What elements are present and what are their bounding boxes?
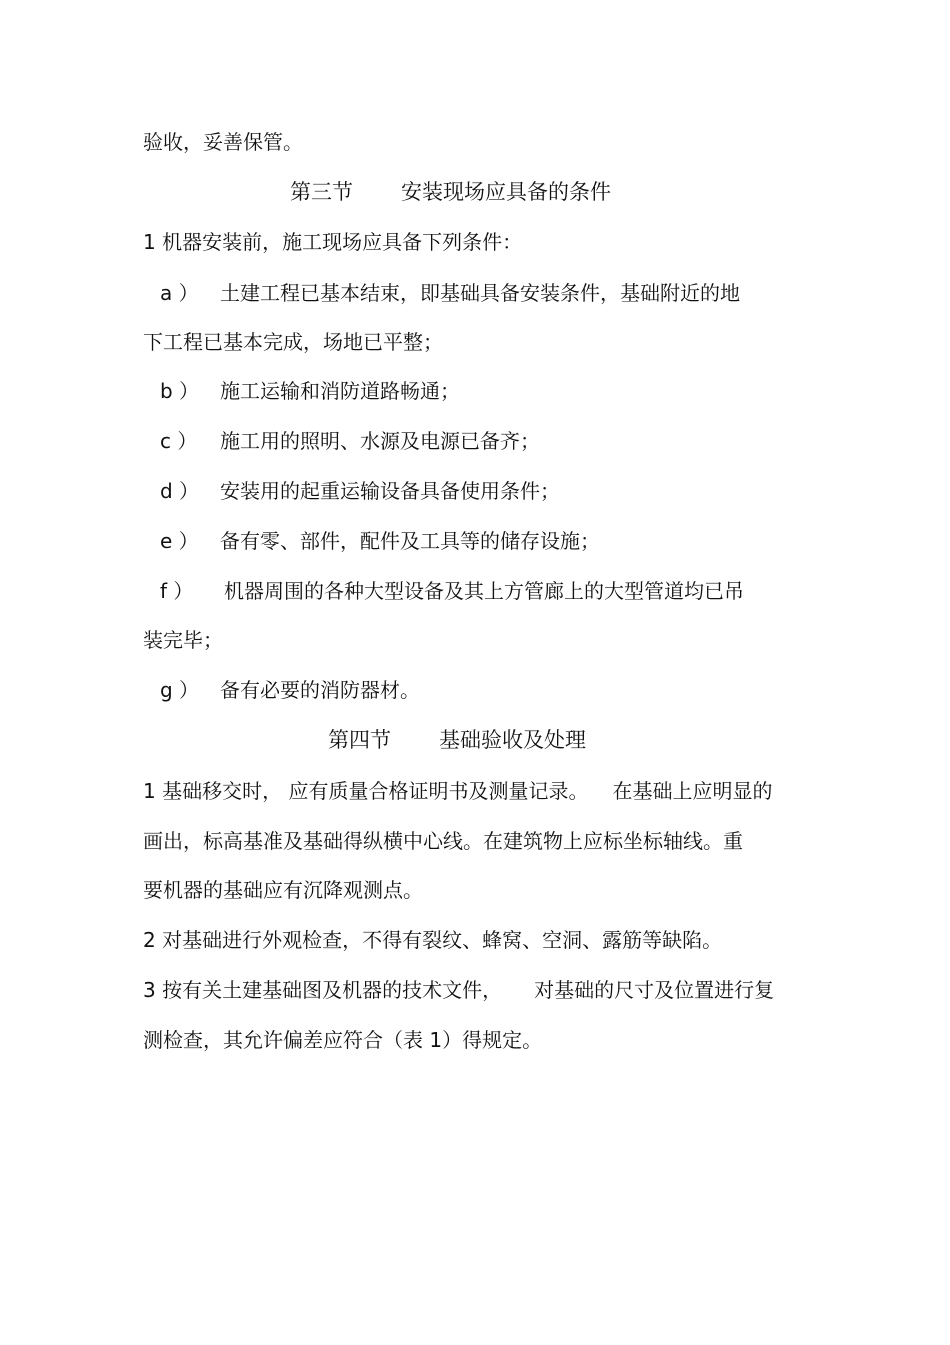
section3-item-e bbox=[160, 527, 600, 555]
section4-heading bbox=[328, 726, 586, 754]
item-label-b: b ） bbox=[160, 379, 200, 403]
section3-item-f-cont: 装完毕； bbox=[143, 628, 223, 652]
item-text-f: 机器周围的各种大型设备及其上方管廊上的大型管道均已吊 bbox=[224, 579, 744, 603]
item-text-e: 备有零、部件，配件及工具等的储存设施； bbox=[220, 529, 600, 553]
section4-p1-b: 在基础上应明显的 bbox=[612, 779, 773, 803]
section4-p3-line1 bbox=[143, 976, 774, 1004]
section3-heading bbox=[290, 178, 611, 206]
item-label-f: f ） bbox=[160, 579, 194, 603]
section3-item-f bbox=[160, 577, 744, 605]
section4-p1-a: 1 基础移交时， 应有质量合格证明书及测量记录。 bbox=[143, 779, 589, 803]
item-text-b: 施工运输和消防道路畅通； bbox=[220, 379, 460, 403]
section4-p3-a: 3 按有关土建基础图及机器的技术文件， bbox=[143, 978, 503, 1002]
section3-item-g bbox=[160, 676, 420, 704]
section3-heading-num: 第三节 bbox=[290, 180, 353, 204]
section4-heading-num: 第四节 bbox=[328, 728, 391, 752]
item-text-a: 土建工程已基本结束，即基础具备安装条件，基础附近的地 bbox=[220, 281, 740, 305]
section4-heading-title: 基础验收及处理 bbox=[439, 728, 586, 752]
section3-item-a bbox=[160, 279, 740, 307]
section3-item-c bbox=[160, 427, 540, 455]
item-label-g: g ） bbox=[160, 678, 200, 702]
item-text-c: 施工用的照明、水源及电源已备齐； bbox=[220, 429, 540, 453]
intro-tail-text: 验收，妥善保管。 bbox=[143, 130, 303, 154]
item-label-a: a ） bbox=[160, 281, 199, 305]
item-text-g: 备有必要的消防器材。 bbox=[220, 678, 420, 702]
section4-p1-line2: 画出，标高基准及基础得纵横中心线。在建筑物上应标坐标轴线。重 bbox=[143, 829, 743, 853]
section3-item-d bbox=[160, 477, 560, 505]
section3-item-a-cont: 下工程已基本完成，场地已平整； bbox=[143, 330, 443, 354]
section4-p1-line3: 要机器的基础应有沉降观测点。 bbox=[143, 878, 423, 902]
item-text-d: 安装用的起重运输设备具备使用条件； bbox=[220, 479, 560, 503]
item-label-c: c ） bbox=[160, 429, 198, 453]
section4-p2: 2 对基础进行外观检查，不得有裂纹、蜂窝、空洞、露筋等缺陷。 bbox=[143, 928, 723, 952]
section4-p3-line2: 测检查，其允许偏差应符合（表 1）得规定。 bbox=[143, 1028, 543, 1052]
item-label-d: d ） bbox=[160, 479, 200, 503]
section4-p3-b: 对基础的尺寸及位置进行复 bbox=[534, 978, 775, 1002]
section3-p1: 1 机器安装前，施工现场应具备下列条件： bbox=[143, 230, 523, 254]
section4-p1-line1 bbox=[143, 777, 772, 805]
section3-item-b bbox=[160, 377, 460, 405]
item-label-e: e ） bbox=[160, 529, 199, 553]
section3-heading-title: 安装现场应具备的条件 bbox=[401, 180, 611, 204]
